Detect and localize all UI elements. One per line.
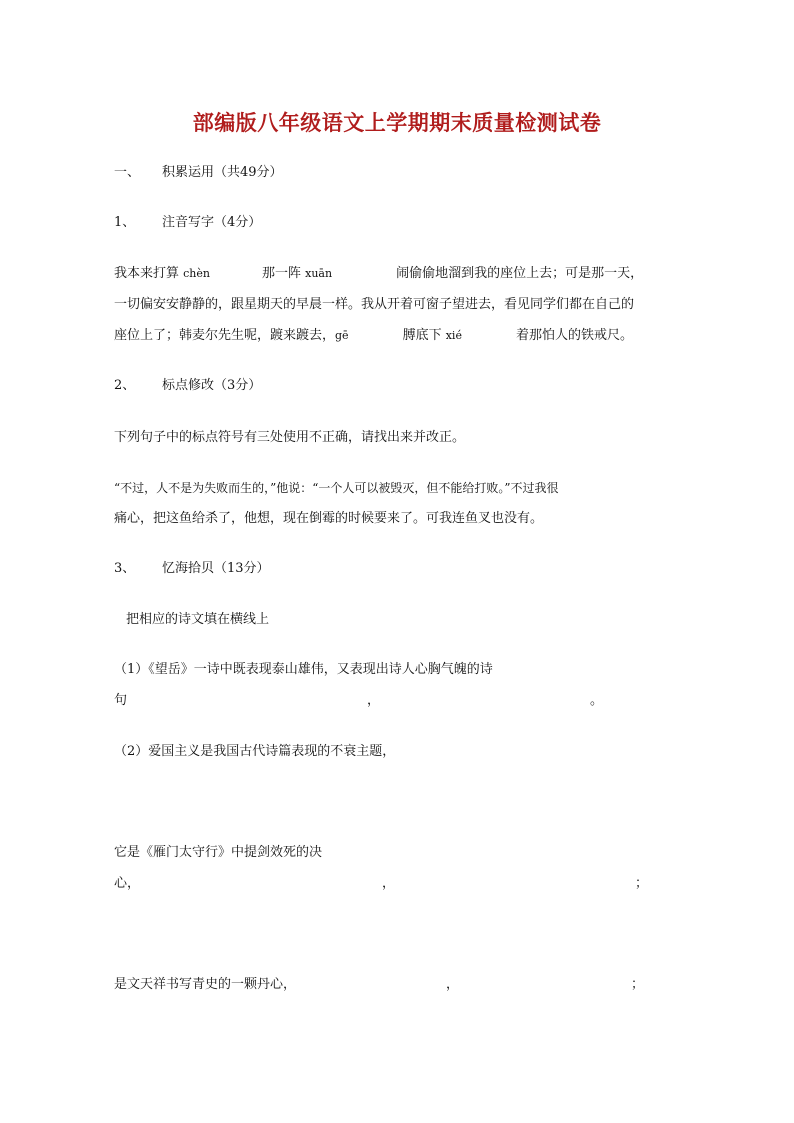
document-title: 部编版八年级语文上学期期末质量检测试卷: [192, 110, 602, 135]
q3-part2-line-2: 它是《雁门太守行》中提剑效死的决: [114, 845, 323, 860]
pinyin: gē: [335, 329, 349, 342]
text-segment: 闹偷偷地溜到我的座位上去；可是那一天，: [396, 266, 644, 281]
q1-text-line-2: 一切偏安安静静的，跟星期天的早晨一样。我从开着可窗子望进去，看见同学们都在自己的: [114, 297, 635, 312]
question-heading-3: [114, 561, 270, 577]
q1-text-line-3: [114, 328, 633, 344]
text-segment: ，: [446, 977, 460, 992]
pinyin: chèn: [183, 267, 210, 280]
q3-part1-line-1: （1）《望岳》一诗中既表现泰山雄伟，又表现出诗人心胸气魄的诗: [114, 662, 493, 677]
q3-part2-line-3: [114, 876, 648, 892]
q2-sentence-line-2: 痛心，把这鱼给杀了，他想，现在倒霉的时候要来了。可我连鱼叉也没有。: [114, 511, 544, 526]
q2-instruction: 下列句子中的标点符号有三处使用不正确，请找出来并改正。: [114, 430, 466, 445]
section-label: 积累运用（共49分）: [162, 165, 283, 180]
text-segment: ；: [635, 876, 649, 891]
text-segment: 句: [114, 693, 128, 708]
q3-part1-line-2: [114, 693, 603, 709]
pinyin: xié: [445, 329, 462, 342]
q3-instruction: 把相应的诗文填在横线上: [126, 612, 270, 627]
question-number: 2、: [114, 378, 136, 393]
question-label: 标点修改（3分）: [162, 378, 262, 393]
text-segment: 着那怕人的铁戒尺。: [515, 328, 633, 343]
text-segment: 那一阵: [261, 266, 306, 281]
text-segment: 我本来打算: [114, 266, 184, 281]
text-segment: ，: [367, 693, 381, 708]
section-number: 一、: [114, 165, 141, 180]
text-segment: 心，: [114, 876, 141, 891]
question-heading-2: [114, 378, 261, 394]
text-segment: 膊底下: [402, 328, 446, 343]
question-label: 注音写字（4分）: [162, 215, 262, 230]
q1-text-line-1: [114, 266, 643, 282]
question-number: 3、: [114, 561, 136, 576]
pinyin: xuān: [305, 267, 333, 280]
text-segment: 。: [590, 693, 604, 708]
text-segment: 是文天祥书写青史的一颗丹心，: [114, 977, 297, 992]
section-heading: [114, 165, 283, 181]
q2-sentence-line-1: “不过，人不是为失败而生的，”他说：“一个人可以被毁灭，但不能给打败。”不过我很: [114, 481, 559, 495]
question-number: 1、: [114, 215, 136, 230]
question-label: 忆海拾贝（13分）: [162, 561, 270, 576]
text-segment: ；: [631, 977, 645, 992]
q3-part2-line-4: [114, 977, 644, 993]
text-segment: 座位上了；韩麦尔先生呢，踱来踱去，: [114, 328, 336, 343]
question-heading-1: [114, 215, 261, 231]
text-segment: ，: [382, 876, 396, 891]
q3-part2-line-1: （2）爱国主义是我国古代诗篇表现的不衰主题，: [114, 744, 396, 759]
